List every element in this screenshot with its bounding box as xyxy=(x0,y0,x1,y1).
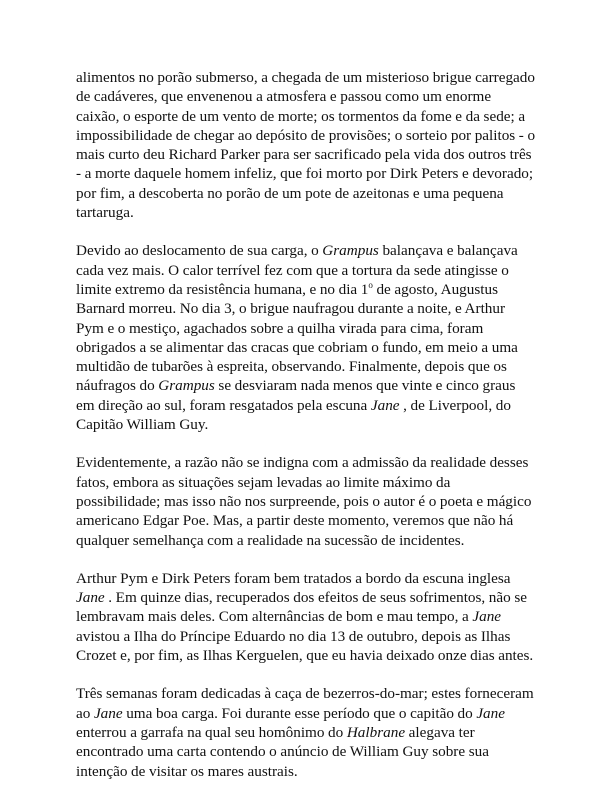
ship-name-italic: Jane xyxy=(370,396,400,414)
text-run: Três semanas foram dedicadas à caça de bezerros-do-mar; estes forneceram ao xyxy=(76,685,534,722)
text-run: de agosto, Augustus Barnard morreu. No dia 3, o brigue naufragou durante a noite, e Arthur Pym e o mestiço, agachados sobre a quilha virada para cima, foram obrigados a se alimentar das cracas que cobriam o fundo, em meio a uma multidão de tubarões à espreita, observando. Finalmente, depois que os náufragos do xyxy=(76,280,518,395)
text-run: Evidentemente, a razão não se indigna com a admissão da realidade desses fatos, embora as situações sejam levadas ao limite máximo da possibilidade; mas isso não nos surpreende, pois o autor é o poeta e mágico americano Edgar Poe. Mas, a partir deste momento, veremos que não há qualquer semelhança com a realidade na sucessão de incidentes. xyxy=(76,454,532,549)
ordinal-superscript: o xyxy=(368,279,373,290)
ship-name-italic: Halbrane xyxy=(346,723,406,741)
text-run: enterrou a garrafa na qual seu homônimo do xyxy=(76,723,347,741)
paragraph-4 xyxy=(76,569,536,665)
document-page xyxy=(76,68,536,800)
text-run: , de Liverpool, do Capitão William Guy. xyxy=(76,396,511,434)
text-run: Arthur Pym e Dirk Peters foram bem tratados a bordo da escuna inglesa xyxy=(76,569,511,587)
ship-name-italic: Jane xyxy=(93,704,123,722)
paragraph-5 xyxy=(76,684,536,780)
paragraph-1 xyxy=(76,68,536,222)
paragraph-2 xyxy=(76,241,536,434)
text-run: balançava e balançava cada vez mais. O calor terrível fez com que a tortura da sede atingisse o limite extremo da resistência humana, e no dia 1 xyxy=(76,242,518,298)
text-run: Devido ao deslocamento de sua carga, o xyxy=(76,242,323,260)
ship-name-italic: Jane xyxy=(76,589,105,607)
paragraph-3 xyxy=(76,453,536,549)
text-run: avistou a Ilha do Príncipe Eduardo no dia 13 de outubro, depois as Ilhas Crozet e, por fim, as Ilhas Kerguelen, que eu havia deixado onze dias antes. xyxy=(76,627,534,665)
text-run: uma boa carga. Foi durante esse período que o capitão do xyxy=(122,704,477,722)
ship-name-italic: Jane xyxy=(472,608,502,626)
ship-name-italic: Jane xyxy=(476,704,505,722)
ship-name-italic: Grampus xyxy=(158,377,215,395)
text-run: alimentos no porão submerso, a chegada de um misterioso brigue carregado de cadáveres, que envenenou a atmosfera e passou como um enorme caixão, o esporte de um vento de morte; os tormentos da fome e da sede; a impossibilidade de chegar ao depósito de provisões; o sorteio por palitos - o mais curto deu Richard Parker para ser sacrificado pela vida dos outros três - a morte daquele homem infeliz, que foi morto por Dirk Peters e devorado; por fim, a descoberta no porão de um pote de azeitonas e uma pequena tartaruga. xyxy=(76,69,536,222)
text-run: se desviaram nada menos que vinte e cinco graus em direção ao sul, foram resgatados pela escuna xyxy=(76,377,516,414)
ship-name-italic: Grampus xyxy=(322,242,379,260)
text-run: . Em quinze dias, recuperados dos efeitos de seus sofrimentos, não se lembravam mais deles. Com alternâncias de bom e mau tempo, a xyxy=(76,589,527,626)
text-run: alegava ter encontrado uma carta contendo o anúncio de William Guy sobre sua intenção de visitar os mares austrais. xyxy=(76,723,489,780)
